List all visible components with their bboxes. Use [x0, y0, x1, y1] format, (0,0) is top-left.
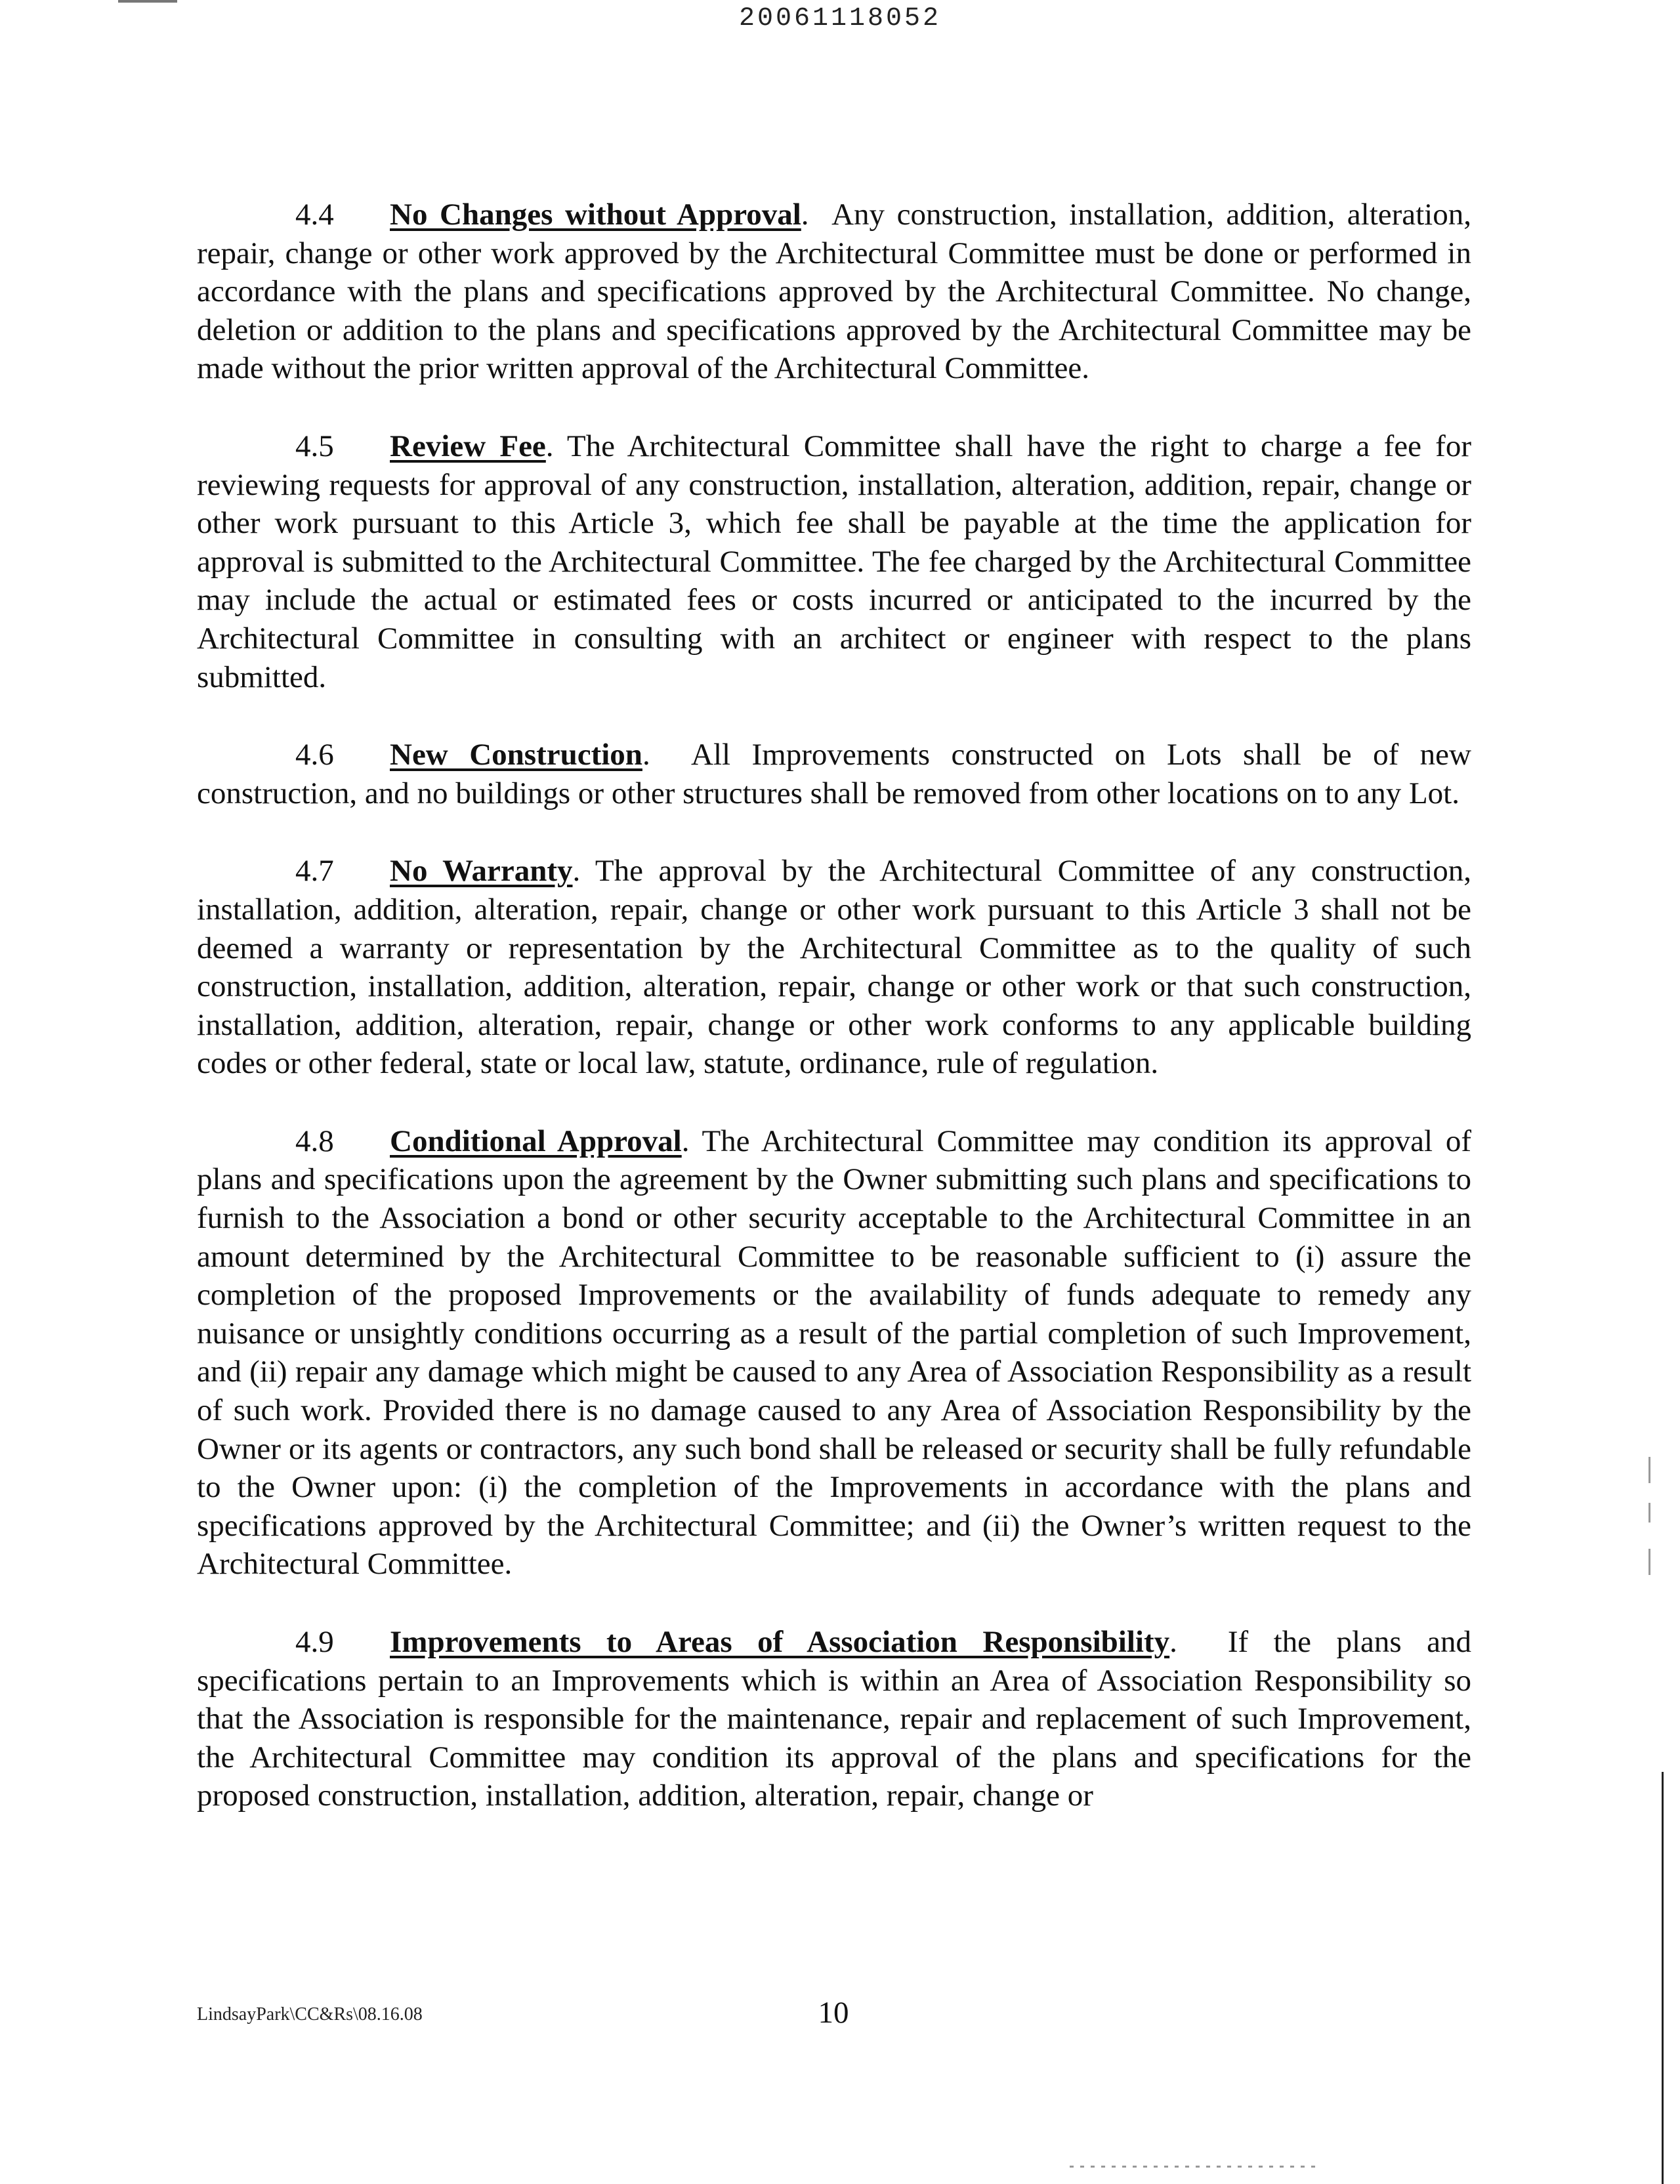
section-text: The Architectural Committee may condition its approval of plans and specifications upon the agreement by the Owner submitting such plans and specifications to furnish to the Association a bond or other security acceptable to the Architectural Committee in an amount determined by the Architectural Committee to be reasonable sufficient to (i) assure the completion of the proposed Improvements or the availability of funds adequate to remedy any nuisance or unsightly conditions occurring as a result of the partial completion of such Improvement, and (ii) repair any damage which might be caused to any Area of Association Responsibility as a result of such work. Provided there is no damage caused to any Area of Association Responsibility by the Owner or its agents or contractors, any such bond shall be released or security shall be fully refundable to the Owner upon: (i) the completion of the Improvements in accordance with the plans and specifications approved by the Architectural Committee; and (ii) the Owner’s written request to the Architectural Committee. [197, 1124, 1471, 1582]
section-title: Conditional Approval [390, 1124, 682, 1158]
scan-artifact [1648, 1549, 1650, 1575]
section-text: If the plans and specifications pertain to an Improvements which is within an Area of Association Responsibility so that the Association is responsible for the maintenance, repair and replacement of such Improvement, the Architectural Committee may condition its approval of the plans and specifications for the proposed construction, installation, addition, alteration, repair, change or [197, 1625, 1472, 1813]
section-number: 4.7 [295, 854, 334, 889]
section-title: Review Fee [390, 429, 546, 463]
page-number: 10 [818, 1996, 849, 2030]
section-number: 4.9 [295, 1625, 334, 1659]
section-text: The Architectural Committee shall have the right to charge a fee for reviewing requests for approval of any construction, installation, alteration, addition, repair, change or other work pursuant to this Article 3, which fee shall be payable at the time the application for approval is submitted to the Architectural Committee. The fee charged by the Architectural Committee may include the actual or estimated fees or costs incurred or anticipated to the incurred by the Architectural Committee in consulting with an architect or engineer with respect to the plans submitted. [197, 429, 1471, 694]
section-number: 4.5 [295, 429, 334, 463]
section-number: 4.6 [295, 738, 334, 772]
section-title: No Warranty [390, 854, 573, 889]
scan-corner-mark [118, 0, 177, 3]
section-4-4: 4.4 No Changes without Approval. Any construction, installation, addition, alteration, repair, change or other work approved by the Architectural Committee must be done or performed in accordance with the plans and specifications approved by the Architectural Committee. No change, deletion or addition to the plans and specifications approved by the Architectural Committee may be made without the prior written approval of the Architectural Committee. [197, 196, 1471, 388]
section-4-5: 4.5 Review Fee. The Architectural Committee shall have the right to charge a fee for reviewing requests for approval of any construction, installation, alteration, addition, repair, change or other work pursuant to this Article 3, which fee shall be payable at the time the application for approval is submitted to the Architectural Committee. The fee charged by the Architectural Committee may include the actual or estimated fees or costs incurred or anticipated to the incurred by the Architectural Committee in consulting with an architect or engineer with respect to the plans submitted. [197, 427, 1471, 696]
footer-file-path: LindsayPark\CC&Rs\08.16.08 [197, 2004, 423, 2025]
recording-number: 20061118052 [738, 4, 942, 33]
section-title: No Changes without Approval [390, 198, 801, 232]
section-4-6: 4.6 New Construction. All Improvements constructed on Lots shall be of new construction, and no buildings or other structures shall be removed from other locations on to any Lot. [197, 736, 1471, 812]
section-number: 4.4 [295, 198, 334, 232]
section-text: The approval by the Architectural Committee of any construction, installation, addition, alteration, repair, change or other work pursuant to this Article 3 shall not be deemed a warranty or representation by the Architectural Committee as to the quality of such construction, installation, addition, alteration, repair, change or other work or that such construction, installation, addition, alteration, repair, change or other work conforms to any applicable building codes or other federal, state or local law, statute, ordinance, rule of regulation. [197, 854, 1471, 1081]
scan-artifact [1070, 2166, 1319, 2168]
scan-edge-line [1662, 1772, 1664, 2184]
section-4-7: 4.7 No Warranty. The approval by the Architectural Committee of any construction, installation, addition, alteration, repair, change or other work pursuant to this Article 3 shall not be deemed a warranty or representation by the Architectural Committee as to the quality of such construction, installation, addition, alteration, repair, change or other work or that such construction, installation, addition, alteration, repair, change or other work conforms to any applicable building codes or other federal, state or local law, statute, ordinance, rule of regulation. [197, 852, 1471, 1083]
section-number: 4.8 [295, 1124, 334, 1158]
scan-artifact [1648, 1503, 1650, 1522]
section-title: Improvements to Areas of Association Responsibility [390, 1625, 1170, 1659]
document-body [197, 196, 1471, 1855]
section-4-9: 4.9 Improvements to Areas of Association Responsibility. If the plans and specifications pertain to an Improvements which is within an Area of Association Responsibility so that the Association is responsible for the maintenance, repair and replacement of such Improvement, the Architectural Committee may condition its approval of the plans and specifications for the proposed construction, installation, addition, alteration, repair, change or [197, 1623, 1471, 1815]
section-text: All Improvements constructed on Lots shall be of new construction, and no buildings or other structures shall be removed from other locations on to any Lot. [197, 738, 1471, 810]
section-text: Any construction, installation, addition, alteration, repair, change or other work approved by the Architectural Committee must be done or performed in accordance with the plans and specifications approved by the Architectural Committee. No change, deletion or addition to the plans and specifications approved by the Architectural Committee may be made without the prior written approval of the Architectural Committee. [197, 198, 1471, 386]
section-title: New Construction [390, 738, 642, 772]
section-4-8: 4.8 Conditional Approval. The Architectural Committee may condition its approval of plans and specifications upon the agreement by the Owner submitting such plans and specifications to furnish to the Association a bond or other security acceptable to the Architectural Committee in an amount determined by the Architectural Committee to be reasonable sufficient to (i) assure the completion of the proposed Improvements or the availability of funds adequate to remedy any nuisance or unsightly conditions occurring as a result of the partial completion of such Improvement, and (ii) repair any damage which might be caused to any Area of Association Responsibility as a result of such work. Provided there is no damage caused to any Area of Association Responsibility by the Owner or its agents or contractors, any such bond shall be released or security shall be fully refundable to the Owner upon: (i) the completion of the Improvements in accordance with the plans and specifications approved by the Architectural Committee; and (ii) the Owner’s written request to the Architectural Committee. [197, 1122, 1471, 1584]
scan-artifact [1648, 1457, 1650, 1483]
